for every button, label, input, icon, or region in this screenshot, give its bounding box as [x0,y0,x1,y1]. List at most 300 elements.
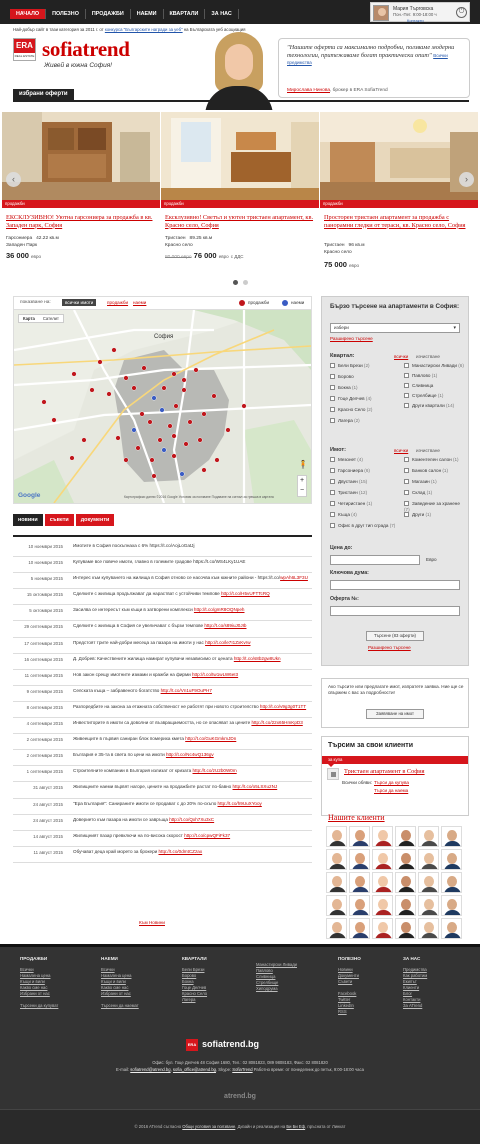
offer-price-unit: евро [349,263,359,268]
client-logo[interactable] [372,826,393,847]
designer-link[interactable]: Би Би Еф [286,1124,306,1129]
client-logo[interactable] [441,872,462,893]
footer-link[interactable]: Избрани от нас [101,991,131,996]
offer-title[interactable]: ЕКСКЛУЗИВНО! Уютна гарсониера за продажба в кв. Западен парк, София [6,214,153,229]
footer-column [20,956,92,1009]
footer-link[interactable]: За ATrend [403,1003,423,1008]
news-date: 24 август 2015 [33,817,63,823]
client-logo[interactable] [326,872,347,893]
quarter-clear-link[interactable]: изчистване [416,354,440,359]
checkbox-icon[interactable] [330,385,335,390]
quarter-count: (1) [437,393,444,398]
map-city-label: София [154,334,174,340]
sale-marker[interactable] [162,386,167,391]
property-checkbox[interactable] [404,501,466,512]
tab-advice[interactable]: съвети [45,514,74,526]
offer-photo[interactable] [2,112,160,208]
footer-link[interactable]: Хиподрума [256,986,278,991]
sale-marker[interactable] [52,418,57,423]
footer-link[interactable]: Какво сме нас [20,985,48,990]
carousel-next-icon[interactable]: › [459,172,474,187]
client-logo[interactable] [441,849,462,870]
footer-link[interactable]: Стрелбище [256,980,279,985]
sale-marker[interactable] [82,438,87,443]
advantages-link[interactable]: Всички предимства [287,52,448,66]
rent-marker[interactable] [160,408,165,413]
checkbox-icon[interactable] [330,501,335,506]
quarter-count: (2) [366,407,373,412]
news-link[interactable]: http://t.co/o5LSXu2NJ [232,784,278,790]
quote-author-link[interactable]: Мирослава Нинова [287,88,330,93]
buy-requests-link[interactable]: Търси да купува [374,780,409,785]
client-logo[interactable] [349,918,370,939]
rent-marker[interactable] [162,448,167,453]
quarter-checkbox[interactable] [330,418,360,423]
news-text [73,688,312,694]
footer-link[interactable]: Новини [338,967,353,972]
news-link[interactable]: http://t.co/s8b2gw8Ukn [233,655,281,661]
property-label: Коментелен салон [412,457,452,462]
clients-title[interactable]: Нашите клиенти [328,813,385,822]
checkbox-icon[interactable] [330,523,335,528]
footer-link[interactable]: Бокна [182,979,194,984]
nav-home[interactable]: НАЧАЛО [10,9,46,19]
quarter-label: Други квартали [412,403,445,408]
property-count: (12) [358,490,368,495]
map-tab-all[interactable]: всички имоти [62,299,96,306]
property-label: Двустаен [338,479,358,484]
client-request-link[interactable]: Тристаен апартамент в София [344,768,425,775]
quarter-checkbox[interactable] [330,374,354,379]
property-count: (6) [364,468,370,473]
carousel-prev-icon[interactable]: ‹ [6,172,21,187]
rent-requests-link[interactable]: Търси да наема [374,788,409,793]
checkbox-icon[interactable] [404,457,409,462]
advanced-search-link-2[interactable]: Разширено търсене [368,645,411,650]
checkbox-icon[interactable] [330,363,335,368]
power-icon[interactable]: ⏻ [456,7,467,18]
sale-marker[interactable] [140,412,145,417]
footer-link[interactable]: Гоце Делчев [182,985,207,990]
client-logo[interactable] [441,826,462,847]
keyword-input[interactable] [330,580,460,590]
footer-column [182,956,254,1003]
sale-marker[interactable] [112,348,117,353]
footer-link[interactable]: Сливница [256,974,276,979]
rent-marker[interactable] [152,396,157,401]
tab-documents[interactable]: документи [76,514,115,526]
news-body: Интерес към купуването на жилища в София отново се насочва към южните райони - https://t.co/ [73,575,281,581]
property-count: (7) [389,523,396,528]
offer-title[interactable]: Просторен тристаен апартамент за продажба с панорамни гледки от тераси, кв. Красно село, София [324,214,466,229]
property-checkbox[interactable] [330,490,400,496]
advanced-search-link[interactable]: Разширено търсене [330,336,373,341]
client-logo[interactable] [349,872,370,893]
property-checkbox[interactable] [330,523,400,529]
offer-location: Красно село [324,250,352,255]
footer-link[interactable]: RSS [338,1009,347,1014]
sale-marker[interactable] [172,454,177,459]
rent-marker[interactable] [180,472,185,477]
footer-link[interactable]: Павлово [256,968,273,973]
footer-link[interactable]: Намалена цена [20,973,51,978]
footer-link[interactable]: Намалена цена [101,973,132,978]
footer-link[interactable]: Борово [182,973,197,978]
news-link[interactable]: http://t.co/zU2b0W0m [192,768,237,774]
client-logo[interactable] [395,895,416,916]
client-logo[interactable] [326,826,347,847]
nav-quarters[interactable]: КВАРТАЛИ [164,9,206,19]
site-brand[interactable] [42,37,130,62]
offer-photo[interactable] [320,112,478,208]
sale-marker[interactable] [226,428,231,433]
agent-contacts-link[interactable]: Контакти [407,18,424,23]
checkbox-icon[interactable] [330,396,335,401]
checkbox-icon[interactable] [404,403,409,408]
client-logo[interactable] [395,872,416,893]
footer-link[interactable]: Клиенти [403,985,420,990]
offer-no-input[interactable] [330,606,460,616]
property-checkbox[interactable] [404,490,466,496]
news-row [13,686,312,702]
footer-link[interactable]: Къщи и вили [20,979,45,984]
footer-link[interactable]: Екипът [403,979,417,984]
sale-marker[interactable] [172,434,177,439]
legend-sales: продажби [248,300,270,305]
nav-about[interactable]: ЗА НАС [205,9,238,19]
copy-end: , пръсната от Линкат [305,1124,346,1129]
award-link[interactable]: конкурса "Българските награди за уеб" [104,27,183,32]
footer-brand-text: sofiatrend.bg [202,1039,260,1049]
checkbox-icon[interactable] [330,374,335,379]
property-label: Банков салон [412,468,442,473]
map-tab-sales[interactable]: продажби [107,300,129,305]
offer-no-label: Оферта №: [330,596,359,602]
checkbox-icon[interactable] [404,383,409,388]
news-link[interactable]: http://t.co/gmR8OQNpeh [193,607,245,613]
zoom-control[interactable]: + − [297,475,307,497]
quarter-checkbox[interactable] [404,393,464,398]
client-logo[interactable] [441,895,462,916]
footer-link[interactable]: Всички [20,967,34,972]
news-row [13,573,312,589]
quick-search [321,296,469,666]
nav-rents[interactable]: НАЕМИ [131,9,164,19]
checkbox-icon[interactable] [404,393,409,398]
property-all-link[interactable]: всички [394,448,409,453]
footer-link[interactable]: Контакти [403,997,421,1002]
footer-era-logo: ERA [186,1039,198,1051]
news-row [13,654,312,670]
sale-marker[interactable] [215,458,220,463]
news-date: 17 септември 2015 [24,640,63,646]
property-checkbox[interactable] [404,457,466,463]
footer-link[interactable]: Блог [403,991,413,996]
checkbox-icon[interactable] [330,468,335,473]
agent-avatar [373,5,389,21]
footer-link[interactable]: Facebook [338,991,357,996]
footer-link[interactable]: Документи [338,973,359,978]
nav-useful[interactable]: ПОЛЕЗНО [46,9,86,19]
news-body: Д. Добрев: Качествените жилища намират купувачи независимо от цената [73,655,234,661]
news-body: Доверието към пазара на имоти се завръща [73,816,170,822]
footer-link[interactable]: Бели Брези [182,967,205,972]
client-logo[interactable] [418,872,439,893]
news-link[interactable]: http://t.co/v9g3g0T1TT [259,703,307,709]
news-link[interactable]: http://t.co/22x65HmKpD3 [251,720,303,726]
news-link[interactable]: http://t.co/s89iuJ0JIb [204,623,247,629]
submit-property-button[interactable]: Заявяване на имот [366,709,424,719]
news-date: 2 септември 2015 [26,737,63,743]
client-logo[interactable] [441,918,462,939]
offer-title[interactable]: Ексклузивно! Светъл и уютен тристаен апартамент, кв. Красно село, София [165,214,314,229]
carousel-dot[interactable] [233,280,238,285]
sale-marker[interactable] [107,392,112,397]
quarter-checkbox[interactable] [404,373,464,378]
footer-hours: Работно време: от понеделник до петък, 9:00-18:00 часа [253,1067,364,1072]
sale-marker[interactable] [202,412,207,417]
sale-marker[interactable] [202,468,207,473]
quarter-checkbox[interactable] [404,403,464,408]
news-link[interactable]: http://t.co/GuKGmkmJDn [185,736,237,742]
checkbox-icon[interactable] [330,418,335,423]
property-checkbox[interactable] [404,512,466,518]
search-select[interactable]: избери ▾ [330,323,460,333]
checkbox-icon[interactable] [404,363,409,368]
quote-box [278,38,470,98]
map-type-satellite[interactable]: Сателит [42,316,59,321]
sale-marker[interactable] [172,372,177,377]
client-logo[interactable] [349,826,370,847]
client-logo[interactable] [349,895,370,916]
copy-mid: . Дизайн и реализация на [235,1124,287,1129]
sale-marker[interactable] [124,458,129,463]
news-link[interactable]: http://t.co/Vn1uF9OuPH7 [160,687,212,693]
quarter-count: (6) [458,363,464,368]
news-date: 11 август 2015 [33,849,63,855]
news-row [13,847,312,863]
rent-dot-icon [282,300,288,306]
sale-marker[interactable] [194,368,199,373]
news-link[interactable]: http://t.co/tw1wLW6eI3 [191,671,239,677]
agent-name: Мария Търговска [393,6,434,12]
sale-marker[interactable] [70,456,75,461]
sale-marker[interactable] [150,458,155,463]
news-text [73,543,312,549]
client-logo[interactable] [326,918,347,939]
property-checkbox[interactable] [330,468,400,474]
quarter-checkbox[interactable] [330,385,358,390]
sale-marker[interactable] [148,420,153,425]
terms-link[interactable]: Общи условия за ползване [182,1124,236,1129]
checkbox-icon[interactable] [404,512,409,517]
sale-marker[interactable] [168,424,173,429]
sale-marker[interactable] [72,372,77,377]
carousel-dot[interactable] [243,280,248,285]
client-logo[interactable] [349,849,370,870]
news-row [13,718,312,734]
footer-link[interactable]: Красно Село [182,991,208,996]
property-checkbox[interactable] [330,501,400,507]
sale-marker[interactable] [198,438,203,443]
era-logo[interactable] [13,38,36,61]
quarter-label: Павлово [412,373,431,378]
submit-property-text: Ако търсите или предлагате имот, изпратете заявка. Ние ще се свържем с вас за подробности! [328,684,464,695]
news-row [13,766,312,782]
quarter-checkbox[interactable] [404,363,464,368]
quarter-all-link[interactable]: всички [394,354,409,359]
pegman-icon[interactable]: 🧍 [298,460,308,469]
sale-marker[interactable] [132,386,137,391]
checkbox-icon[interactable] [330,479,335,484]
footer-email-2[interactable]: sofia_office@atrend.bg [172,1067,216,1072]
quote-author-role: , брокер в ERA SofiaTrend [330,88,388,93]
news-link[interactable]: http://t.co/le7I1ZxKvrw [205,639,251,645]
offer-location: Красно село [165,243,193,248]
sale-marker[interactable] [90,388,95,393]
all-news-link[interactable]: Към Новини [139,920,165,925]
footer-link[interactable]: Как работим [403,973,428,978]
quarter-count: (14) [445,403,455,408]
map-type-map[interactable]: Карта [23,316,35,321]
news-link[interactable]: http://t.co/0dmtCZzax [158,848,203,854]
price-input[interactable] [330,555,420,565]
sale-marker[interactable] [212,394,217,399]
footer-link[interactable]: Къщи и вили [101,979,126,984]
sale-marker[interactable] [116,436,121,441]
brand-part-b: trend [82,37,130,61]
checkbox-icon[interactable] [404,490,409,495]
news-link[interactable]: wpAh6L3F3U [280,575,308,581]
footer-link[interactable]: Търсени да купуват [20,1003,59,1008]
news-link[interactable]: http://t.co/cpwQFiFk37 [184,832,231,838]
checkbox-icon[interactable] [330,490,335,495]
search-button[interactable]: Търсене (83 оферти) [366,631,424,641]
map-tab-rents[interactable]: наеми [133,300,147,305]
quarter-checkbox[interactable] [330,407,372,412]
sale-marker[interactable] [98,360,103,365]
sale-marker[interactable] [136,446,141,451]
sale-marker[interactable] [152,474,157,479]
checkbox-icon[interactable] [330,457,335,462]
news-link[interactable]: http://t.co/H5vUFTTcRQ [220,591,270,597]
sale-marker[interactable] [182,378,187,383]
news-date: 2 септември 2015 [26,753,63,759]
news-link[interactable]: http://t.co/Nc4wQ136gv [165,752,214,758]
client-logo[interactable] [372,918,393,939]
news-body: Нов закон срещу имотните измами и кражби на фирми [73,671,192,677]
footer-link[interactable]: Съвети [338,979,353,984]
client-logo[interactable] [372,872,393,893]
news-text [73,640,312,646]
news-link[interactable]: http://t.co/Qxh7Xu3xC [169,816,215,822]
sale-marker[interactable] [174,404,179,409]
client-logo[interactable] [418,849,439,870]
footer-link[interactable]: Лагера [182,997,196,1002]
client-logo[interactable] [418,895,439,916]
property-checkbox[interactable] [330,457,400,463]
sale-marker[interactable] [42,400,47,405]
nav-sales[interactable]: ПРОДАЖБИ [86,9,131,19]
property-checkbox[interactable] [404,479,466,485]
client-logo[interactable] [395,918,416,939]
quarter-count: (1) [431,373,438,378]
client-logo[interactable] [418,918,439,939]
checkbox-icon[interactable] [404,468,409,473]
property-checkbox[interactable] [330,479,400,485]
news-body: България е 35-та в света по цени на имоти [73,752,166,758]
client-logo[interactable] [395,826,416,847]
client-requests-bar: за купа [322,756,468,764]
offer-price [6,251,41,260]
checkbox-icon[interactable] [330,407,335,412]
footer-link[interactable]: Търсени да наемат [101,1003,139,1008]
news-text [73,736,312,742]
quarter-count: (2) [363,363,370,368]
checkbox-icon[interactable] [404,479,409,484]
checkbox-icon[interactable] [404,373,409,378]
client-logo[interactable] [372,895,393,916]
property-checkbox[interactable] [330,512,400,518]
checkbox-icon[interactable] [404,501,409,506]
checkbox-icon[interactable] [330,512,335,517]
map-canvas[interactable] [14,310,311,503]
sale-marker[interactable] [242,404,247,409]
google-logo: Google [18,492,41,499]
sale-marker[interactable] [158,438,163,443]
client-logo[interactable] [326,895,347,916]
offer-price-unit: евро [218,254,229,259]
footer-link[interactable]: Предимства [403,967,427,972]
sale-marker[interactable] [182,388,187,393]
sale-marker[interactable] [188,420,193,425]
property-checkbox[interactable] [404,468,466,474]
offer-photo[interactable] [161,112,319,208]
client-logo[interactable] [418,826,439,847]
quarter-checkbox[interactable] [330,363,370,368]
tab-news[interactable]: новини [13,514,43,526]
footer-link[interactable]: Twitter [338,997,351,1002]
footer-column-title: НАЕМИ [101,956,118,961]
client-logo[interactable] [326,849,347,870]
news-body: Купуваме все повече имоти, главно в големите градове https://t.co/WS4LKy1UAE [73,559,246,565]
rent-marker[interactable] [132,428,137,433]
news-body: Сделките с жилища продължават да нарастват с устойчиви темпове [73,591,221,597]
news-text [73,801,312,807]
quarter-checkbox[interactable] [330,396,372,401]
copyright-bar [0,1109,480,1144]
sale-marker[interactable] [124,376,129,381]
sale-marker[interactable] [142,366,147,371]
client-logo[interactable] [395,849,416,870]
sale-marker[interactable] [184,442,189,447]
client-logo[interactable] [372,849,393,870]
footer-link[interactable]: Избрани от нас [20,991,50,996]
news-text [73,768,312,774]
footer-link[interactable]: LinkedIn [338,1003,354,1008]
footer-link[interactable]: Какво сме нас [101,985,129,990]
offer-area: 89.25 кв.м [189,236,213,241]
footer-link[interactable]: Всички [101,967,115,972]
quarter-checkbox[interactable] [404,383,464,388]
atrend-logo[interactable]: atrend.bg [224,1093,256,1100]
footer-email-1[interactable]: sofiatrend@atrend.bg [130,1067,171,1072]
news-link[interactable]: http://t.co/h9UuXYooy [217,800,262,806]
property-clear-link[interactable]: изчистване [416,448,440,453]
footer-skype[interactable]: SofiaTrend [232,1067,253,1072]
footer-link[interactable]: Манастирски Ливади [256,962,297,967]
news-date: 15 октомври 2015 [26,592,63,598]
